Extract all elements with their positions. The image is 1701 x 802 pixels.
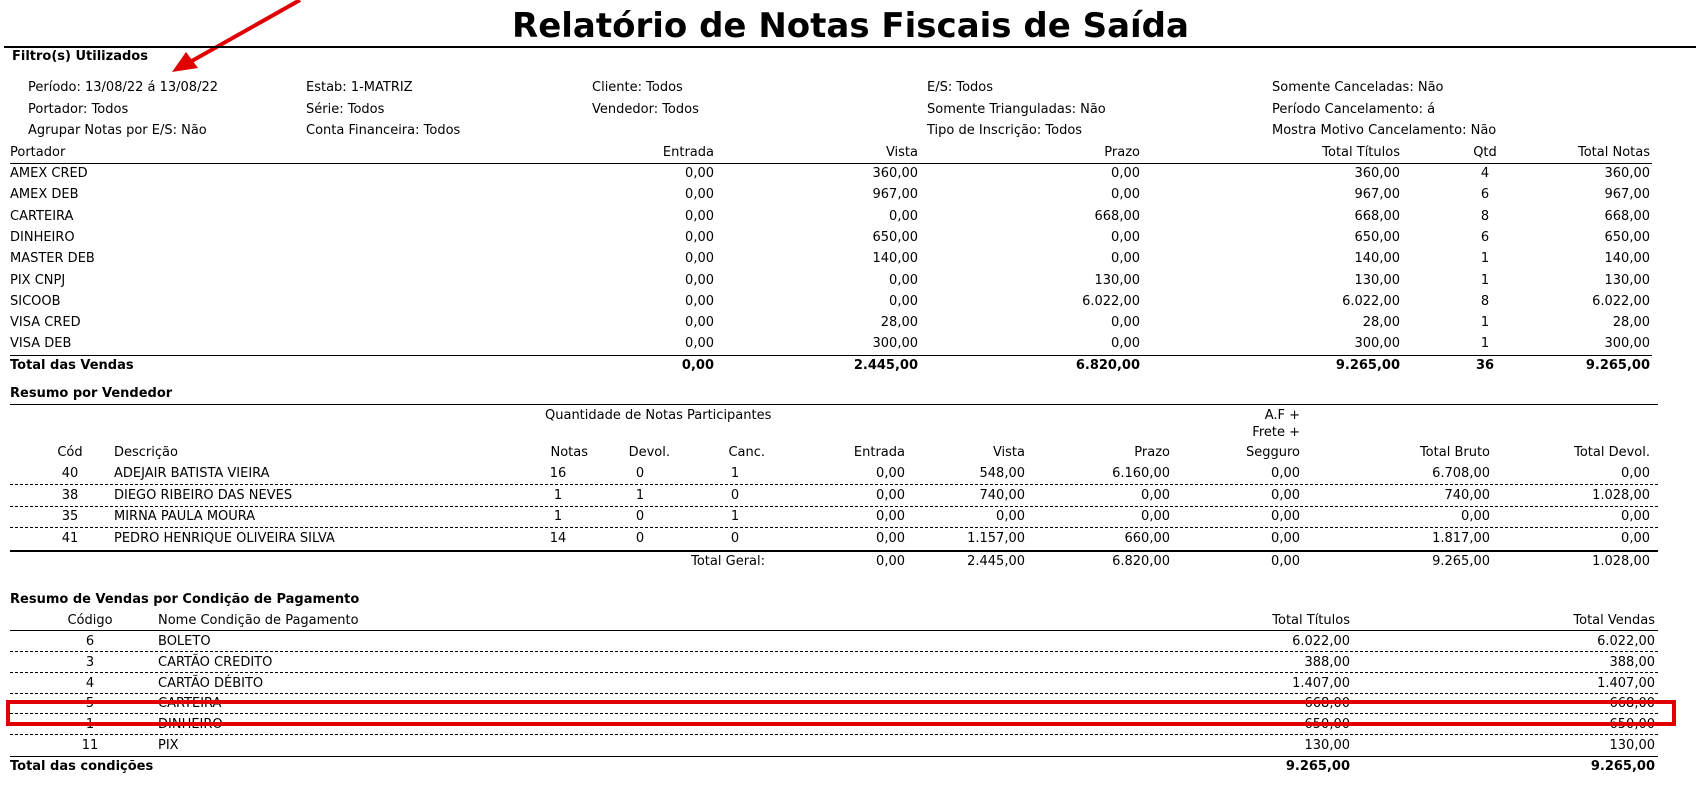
cell-notas: 1	[553, 487, 563, 503]
table-row	[0, 185, 1701, 206]
filter-cliente: Cliente: Todos	[592, 80, 683, 95]
cell-total-bruto: 6.708,00	[1432, 466, 1490, 481]
cell-devol: 0	[635, 509, 645, 524]
cell-total-notas: 360,00	[1604, 166, 1650, 181]
cell-portador: AMEX CRED	[10, 166, 88, 181]
cell-qtd: 1	[1480, 315, 1490, 331]
cell-entrada: 0,00	[876, 509, 905, 524]
cell-vista: 0,00	[889, 208, 918, 224]
filter-somente-trianguladas: Somente Trianguladas: Não	[927, 102, 1106, 117]
col-prazo: Prazo	[1104, 145, 1140, 160]
cell-codigo: 5	[85, 696, 95, 712]
cell-total-vendas: 668,00	[1609, 696, 1655, 712]
cell-total-notas: 28,00	[1612, 315, 1650, 331]
portador-total-row	[0, 356, 1701, 377]
cell-total-notas: 6.022,00	[1592, 293, 1650, 309]
cell-prazo: 0,00	[1111, 315, 1140, 331]
cell-prazo: 660,00	[1124, 530, 1170, 546]
cell-total-notas: 140,00	[1604, 251, 1650, 267]
cell-portador: DINHEIRO	[10, 229, 75, 245]
cell-entrada: 0,00	[876, 466, 905, 481]
filter-portador: Portador: Todos	[28, 102, 129, 117]
cell-qtd: 8	[1480, 208, 1490, 224]
cell-vista: 360,00	[872, 166, 918, 181]
vendedor-heading-line	[10, 404, 1658, 405]
cell-cod: 40	[61, 466, 79, 481]
cell-portador: VISA CRED	[10, 315, 81, 331]
total-titulos: 9.265,00	[1335, 358, 1400, 373]
highlight-box-carteira	[6, 700, 1676, 726]
table-row	[0, 464, 1701, 485]
col-vista: Vista	[885, 145, 918, 160]
cell-prazo: 130,00	[1094, 272, 1140, 288]
col-v-entrada: Entrada	[853, 445, 905, 460]
cell-entrada: 0,00	[685, 272, 714, 288]
cell-canc: 1	[730, 509, 740, 524]
cell-total-notas: 300,00	[1604, 336, 1650, 352]
cell-total-bruto: 1.817,00	[1432, 530, 1490, 546]
filter-agrupar-notas: Agrupar Notas por E/S: Não	[28, 123, 207, 138]
filter-periodo-cancelamento: Período Cancelamento: á	[1272, 102, 1436, 117]
cell-devol: 0	[635, 466, 645, 481]
total-prazo: 6.820,00	[1075, 358, 1140, 373]
cell-total-titulos: 140,00	[1354, 251, 1400, 267]
table-row	[0, 292, 1701, 313]
total-qtd: 36	[1475, 358, 1495, 373]
col-notas: Notas	[550, 445, 588, 460]
filter-vendedor: Vendedor: Todos	[592, 102, 699, 117]
condicao-header	[0, 611, 1701, 632]
vendedor-heading: Resumo por Vendedor	[10, 386, 173, 401]
cell-prazo: 0,00	[1111, 251, 1140, 267]
cell-total-bruto: 0,00	[1461, 509, 1490, 524]
cell-total-titulos: 668,00	[1354, 208, 1400, 224]
cell-codigo: 6	[85, 634, 95, 649]
table-row	[0, 653, 1701, 674]
cell-notas: 14	[549, 530, 567, 546]
cell-canc: 0	[730, 487, 740, 503]
cell-notas: 16	[549, 466, 567, 481]
cell-nome: CARTÃO DÉBITO	[158, 675, 264, 691]
col-devol: Devol.	[628, 445, 670, 460]
cell-total-titulos: 668,00	[1304, 696, 1350, 712]
cell-total-vendas: 6.022,00	[1597, 634, 1655, 649]
table-row	[0, 674, 1701, 695]
cell-portador: VISA DEB	[10, 336, 72, 352]
cell-vista: 1.157,00	[967, 530, 1025, 546]
cell-vista: 548,00	[979, 466, 1025, 481]
cell-vista: 0,00	[996, 509, 1025, 524]
cell-segguro: 0,00	[1271, 487, 1300, 503]
cell-entrada: 0,00	[685, 315, 714, 331]
cell-total-devol: 0,00	[1621, 466, 1650, 481]
condicao-heading: Resumo de Vendas por Condição de Pagamento	[10, 592, 360, 607]
cell-descricao: MIRNA PAULA MOURA	[114, 509, 256, 524]
cell-total-vendas: 130,00	[1609, 738, 1655, 753]
cell-codigo: 3	[85, 654, 95, 670]
col-nome-condicao: Nome Condição de Pagamento	[158, 613, 359, 628]
cell-qtd: 6	[1480, 229, 1490, 245]
col-entrada: Entrada	[662, 145, 714, 160]
table-row	[0, 334, 1701, 355]
table-row	[0, 228, 1701, 249]
filters-heading: Filtro(s) Utilizados	[12, 49, 148, 64]
cell-nome: BOLETO	[158, 634, 211, 649]
cell-total-titulos: 130,00	[1354, 272, 1400, 288]
cell-qtd: 1	[1480, 251, 1490, 267]
table-row	[0, 736, 1701, 757]
filter-conta-financeira: Conta Financeira: Todos	[306, 123, 461, 138]
cell-total-titulos: 967,00	[1354, 187, 1400, 203]
cell-canc: 1	[730, 466, 740, 481]
cell-devol: 0	[635, 530, 645, 546]
table-row	[0, 164, 1701, 185]
cell-total-titulos: 650,00	[1354, 229, 1400, 245]
cell-vista: 0,00	[889, 293, 918, 309]
col-canc: Canc.	[728, 445, 765, 460]
cell-notas: 1	[553, 509, 563, 524]
cell-cod: 41	[61, 530, 79, 546]
cell-total-notas: 650,00	[1604, 229, 1650, 245]
table-row	[0, 271, 1701, 292]
cell-total-titulos: 130,00	[1304, 738, 1350, 753]
col-c-total-titulos: Total Títulos	[1272, 613, 1350, 628]
cell-codigo: 1	[85, 717, 95, 733]
cell-total-vendas: 650,00	[1609, 717, 1655, 733]
cell-segguro: 0,00	[1271, 466, 1300, 481]
cell-total-vendas: 388,00	[1609, 654, 1655, 670]
col-codigo: Código	[67, 613, 113, 628]
col-cod: Cód	[57, 445, 83, 460]
cell-nome: PIX	[158, 738, 179, 753]
table-row	[0, 507, 1701, 528]
cell-entrada: 0,00	[876, 487, 905, 503]
col-total-devol: Total Devol.	[1574, 445, 1650, 460]
cell-prazo: 0,00	[1141, 487, 1170, 503]
cell-entrada: 0,00	[685, 293, 714, 309]
condicao-header-line	[10, 630, 1658, 631]
col-total-notas: Total Notas	[1577, 145, 1650, 160]
col-total-vendas: Total Vendas	[1573, 613, 1655, 628]
tg-vista: 2.445,00	[967, 554, 1025, 569]
cell-descricao: PEDRO HENRIQUE OLIVEIRA SILVA	[114, 530, 335, 546]
cell-segguro: 0,00	[1271, 530, 1300, 546]
cell-total-bruto: 740,00	[1444, 487, 1490, 503]
af-line-1: A.F +	[1264, 408, 1300, 423]
cell-prazo: 0,00	[1111, 166, 1140, 181]
cell-portador: CARTEIRA	[10, 208, 74, 224]
col-total-bruto: Total Bruto	[1419, 445, 1490, 460]
cell-entrada: 0,00	[685, 336, 714, 352]
total-vista: 2.445,00	[853, 358, 918, 373]
cell-vista: 0,00	[889, 272, 918, 288]
cell-vista: 300,00	[872, 336, 918, 352]
cell-entrada: 0,00	[685, 187, 714, 203]
cell-prazo: 0,00	[1111, 336, 1140, 352]
cell-qtd: 1	[1480, 272, 1490, 288]
total-condicoes-vendas: 9.265,00	[1590, 759, 1655, 774]
af-line-2: Frete +	[1252, 425, 1300, 440]
col-descricao: Descrição	[114, 445, 178, 460]
cell-descricao: DIEGO RIBEIRO DAS NEVES	[114, 487, 293, 503]
filter-somente-canceladas: Somente Canceladas: Não	[1272, 80, 1444, 95]
cell-qtd: 4	[1480, 166, 1490, 181]
cell-cod: 35	[61, 509, 79, 524]
cell-nome: DINHEIRO	[158, 717, 223, 733]
vendedor-group-label: Quantidade de Notas Participantes	[545, 408, 772, 423]
cell-prazo: 6.022,00	[1082, 293, 1140, 309]
total-entrada: 0,00	[681, 358, 714, 373]
cell-qtd: 8	[1480, 293, 1490, 309]
filter-serie: Série: Todos	[306, 102, 385, 117]
cell-prazo: 0,00	[1141, 509, 1170, 524]
col-qtd: Qtd	[1473, 145, 1497, 160]
cell-vista: 28,00	[880, 315, 918, 331]
cell-total-titulos: 360,00	[1354, 166, 1400, 181]
cell-nome: CARTEIRA	[158, 696, 222, 712]
table-row	[0, 313, 1701, 334]
cell-vista: 140,00	[872, 251, 918, 267]
filter-tipo-inscricao: Tipo de Inscrição: Todos	[927, 123, 1083, 138]
cell-total-devol: 0,00	[1621, 530, 1650, 546]
total-vendas-label: Total das Vendas	[10, 358, 134, 373]
cell-portador: MASTER DEB	[10, 251, 95, 267]
total-geral-label: Total Geral:	[691, 554, 765, 569]
cell-total-devol: 1.028,00	[1592, 487, 1650, 503]
cell-canc: 0	[730, 530, 740, 546]
cell-total-titulos: 28,00	[1362, 315, 1400, 331]
cell-segguro: 0,00	[1271, 509, 1300, 524]
tg-segguro: 0,00	[1271, 554, 1300, 569]
cell-total-titulos: 388,00	[1304, 654, 1350, 670]
tg-prazo: 6.820,00	[1112, 554, 1170, 569]
table-row	[0, 207, 1701, 228]
cell-entrada: 0,00	[685, 208, 714, 224]
total-notas: 9.265,00	[1585, 358, 1650, 373]
cell-devol: 1	[635, 487, 645, 503]
cell-nome: CARTÃO CREDITO	[158, 654, 273, 670]
table-row	[0, 249, 1701, 270]
cell-prazo: 0,00	[1111, 229, 1140, 245]
cell-prazo: 6.160,00	[1112, 466, 1170, 481]
cell-vista: 967,00	[872, 187, 918, 203]
cell-vista: 650,00	[872, 229, 918, 245]
cell-qtd: 1	[1480, 336, 1490, 352]
vendedor-header	[0, 443, 1701, 464]
vendedor-total-row	[0, 552, 1701, 573]
filter-es: E/S: Todos	[927, 80, 994, 95]
cell-total-notas: 130,00	[1604, 272, 1650, 288]
cell-prazo: 668,00	[1094, 208, 1140, 224]
cell-cod: 38	[61, 487, 79, 503]
tg-total-bruto: 9.265,00	[1432, 554, 1490, 569]
cell-vista: 740,00	[979, 487, 1025, 503]
cell-entrada: 0,00	[685, 229, 714, 245]
cell-total-titulos: 300,00	[1354, 336, 1400, 352]
cell-total-notas: 668,00	[1604, 208, 1650, 224]
cell-qtd: 6	[1480, 187, 1490, 203]
total-condicoes-label: Total das condições	[10, 759, 154, 774]
condicao-total-row	[0, 757, 1701, 778]
col-v-prazo: Prazo	[1134, 445, 1170, 460]
cell-portador: PIX CNPJ	[10, 272, 66, 288]
title-underline	[4, 46, 1696, 48]
table-row	[0, 486, 1701, 507]
cell-total-titulos: 1.407,00	[1292, 675, 1350, 691]
cell-portador: SICOOB	[10, 293, 61, 309]
cell-codigo: 4	[85, 675, 95, 691]
cell-entrada: 0,00	[876, 530, 905, 546]
cell-entrada: 0,00	[685, 251, 714, 267]
col-v-vista: Vista	[992, 445, 1025, 460]
tg-total-devol: 1.028,00	[1592, 554, 1650, 569]
total-condicoes-titulos: 9.265,00	[1285, 759, 1350, 774]
table-row	[0, 529, 1701, 550]
filter-periodo: Período: 13/08/22 á 13/08/22	[28, 80, 219, 95]
report-title: Relatório de Notas Fiscais de Saída	[512, 6, 1189, 46]
col-segguro: Segguro	[1245, 445, 1300, 460]
cell-total-titulos: 650,00	[1304, 717, 1350, 733]
col-portador: Portador	[10, 145, 66, 160]
tg-entrada: 0,00	[876, 554, 905, 569]
cell-descricao: ADEJAIR BATISTA VIEIRA	[114, 466, 270, 481]
col-total-titulos: Total Títulos	[1322, 145, 1400, 160]
cell-total-titulos: 6.022,00	[1342, 293, 1400, 309]
cell-total-vendas: 1.407,00	[1597, 675, 1655, 691]
cell-prazo: 0,00	[1111, 187, 1140, 203]
filter-mostra-motivo: Mostra Motivo Cancelamento: Não	[1272, 123, 1497, 138]
cell-portador: AMEX DEB	[10, 187, 79, 203]
filter-estab: Estab: 1-MATRIZ	[306, 80, 413, 95]
cell-entrada: 0,00	[685, 166, 714, 181]
table-row	[0, 632, 1701, 653]
cell-codigo: 11	[81, 738, 99, 753]
cell-total-devol: 0,00	[1621, 509, 1650, 524]
cell-total-titulos: 6.022,00	[1292, 634, 1350, 649]
cell-total-notas: 967,00	[1604, 187, 1650, 203]
